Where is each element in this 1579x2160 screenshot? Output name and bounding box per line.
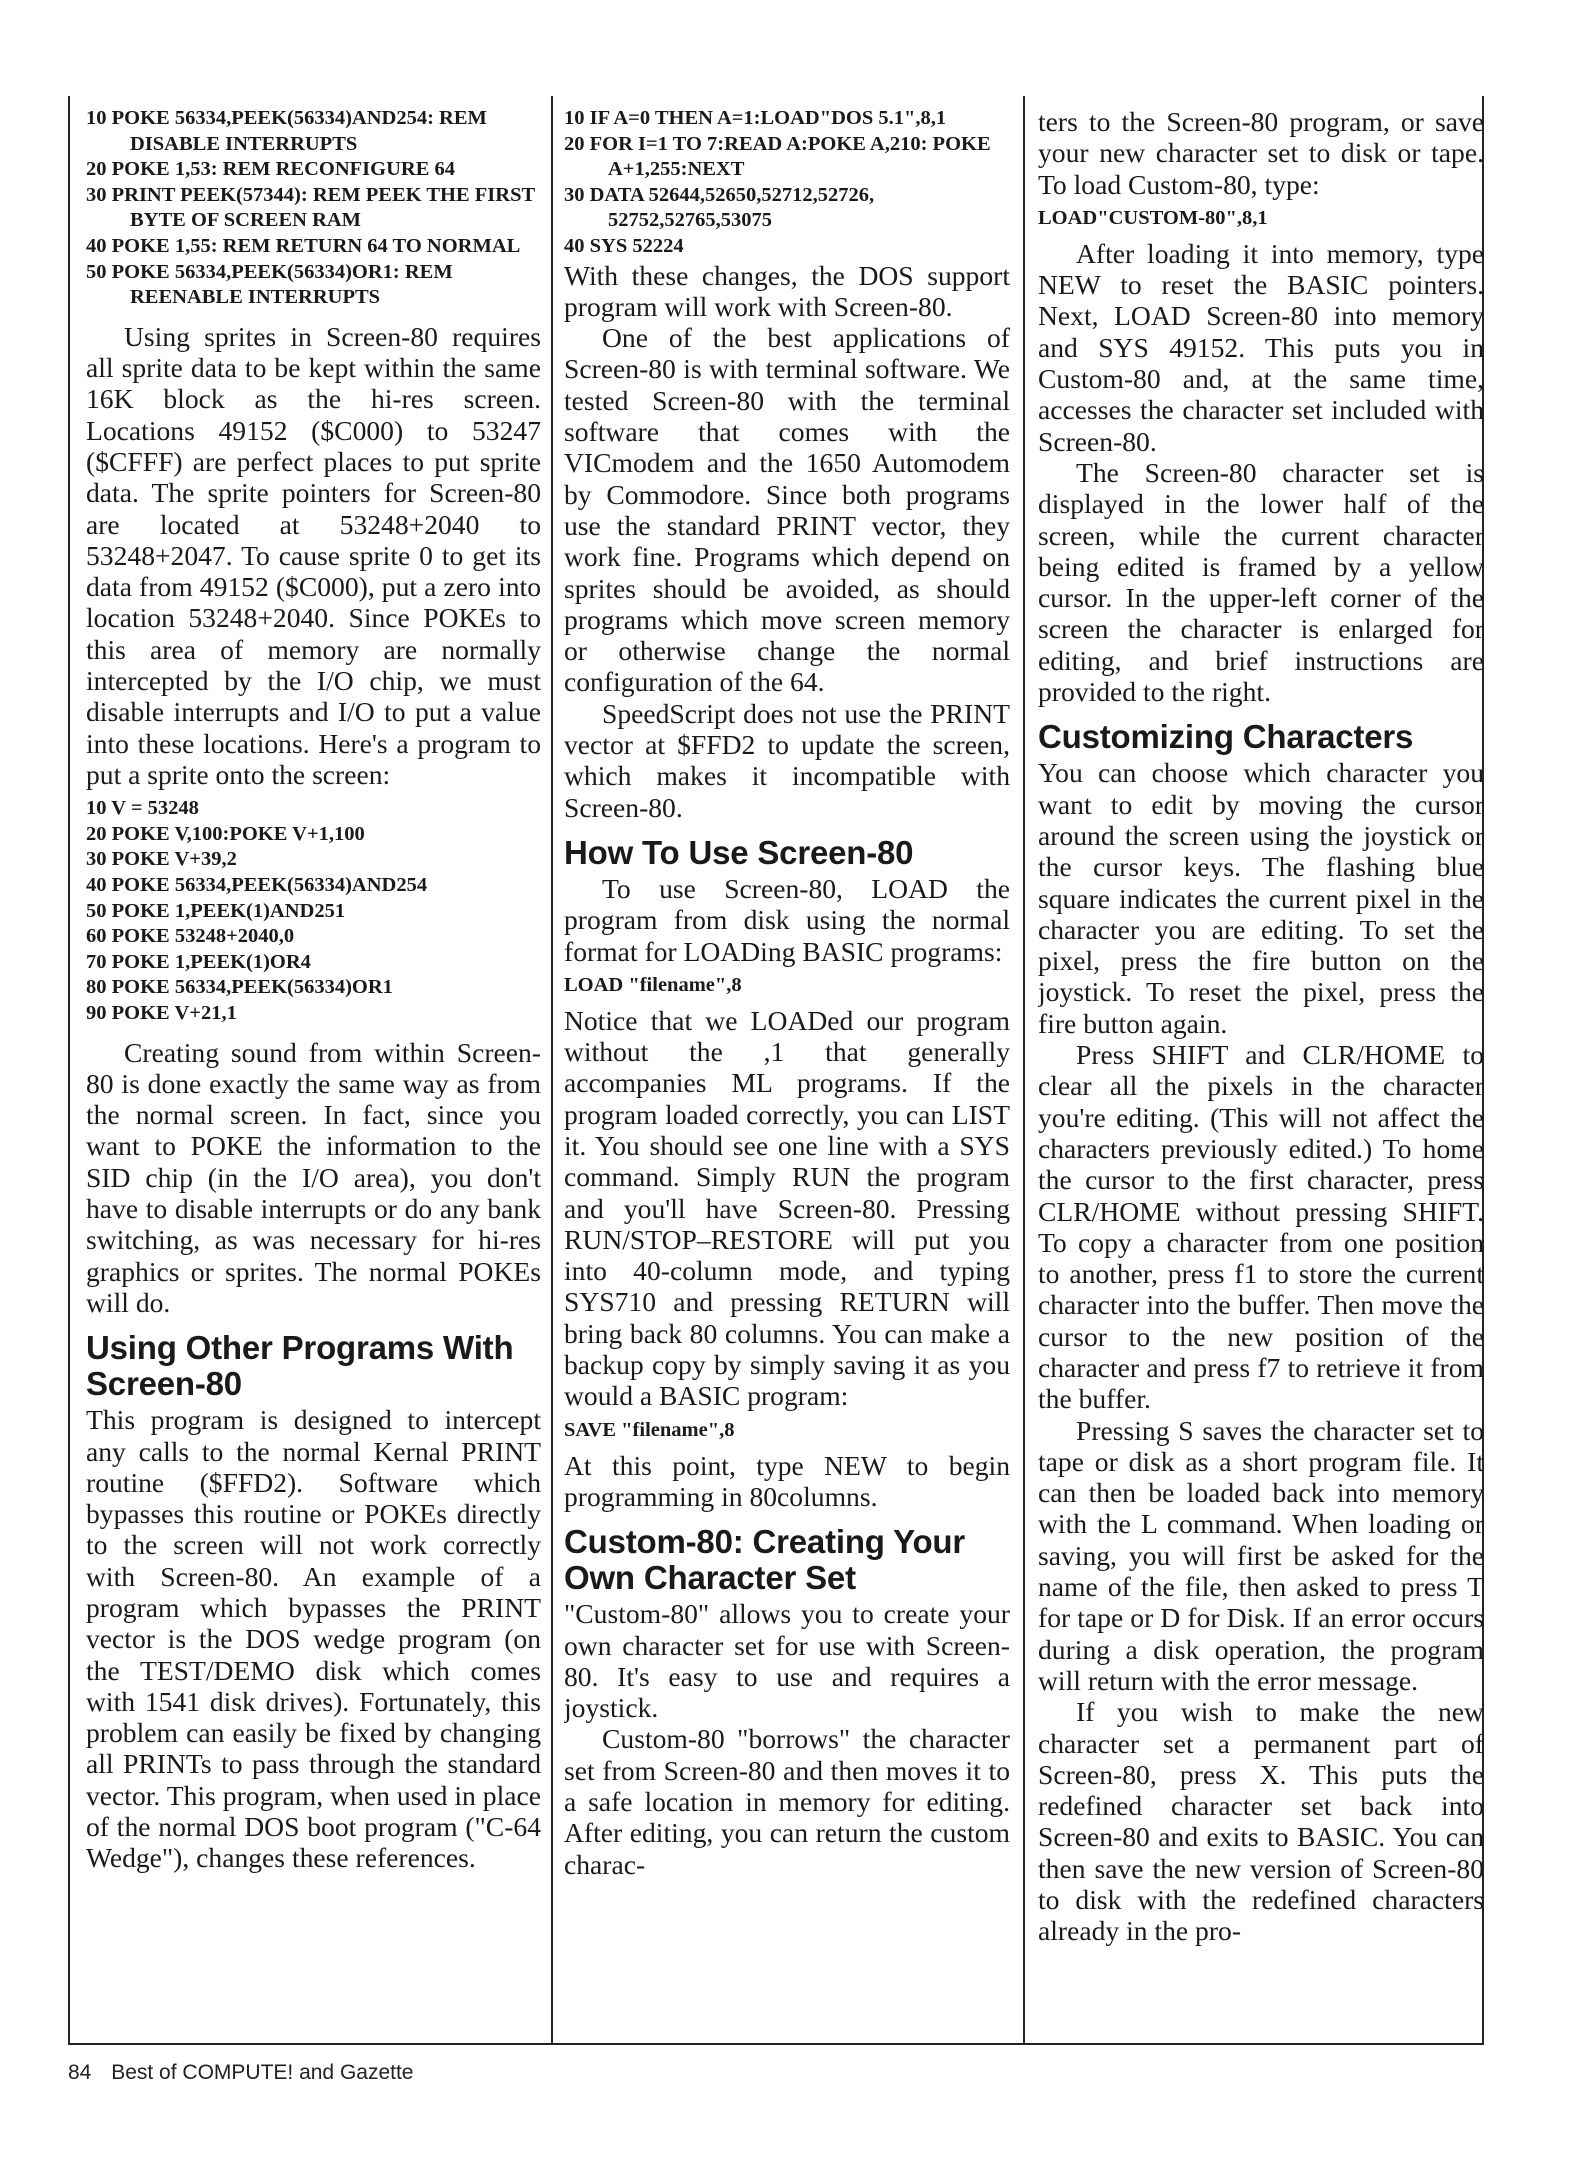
column-rule-right — [1023, 96, 1025, 2043]
code-line: 40 POKE 1,55: REM RETURN 64 TO NORMAL — [86, 234, 521, 257]
code-listing-interrupts — [86, 106, 541, 311]
code-listing-dos — [564, 106, 1010, 260]
paragraph: Custom-80 "borrows" the character set from Screen-80 and then moves it to a safe location in memory for editing. After editing, you can return the custom charac- — [564, 1723, 1010, 1880]
paragraph: This program is designed to intercept any calls to the normal Kernal PRINT routine ($FFD2). Software which bypasses this routine or POKEs directly to the screen will not work correctly with Screen-80. An example of a program which bypasses the PRINT vector is the DOS wedge program (on the TEST/DEMO disk which comes with 1541 disk drives). Fortunately, this problem can easily be fixed by changing all PRINTs to pass through the standard vector. This program, when used in place of the normal DOS boot program ("C-64 Wedge"), changes these references. — [86, 1404, 541, 1874]
paragraph: One of the best applications of Screen-80 is with terminal software. We tested Screen-80 with the terminal software that comes with the VICmodem and the 1650 Automodem by Commodore. Since both programs use the standard PRINT vector, they work fine. Programs which depend on sprites should be avoided, as should programs which move screen memory or otherwise change the normal configuration of the 64. — [564, 322, 1010, 698]
paragraph: Using sprites in Screen-80 requires all sprite data to be kept within the same 16K block as the hi-res screen. Locations 49152 ($C000) to 53247 ($CFFF) are perfect places to put sprite data. The sprite pointers for Screen-80 are located at 53248+2040 to 53248+2047. To cause sprite 0 to get its data from 49152 ($C000), put a zero into location 53248+2040. Since POKEs to this area of memory are normally intercepted by the I/O chip, we must disable interrupts and I/O to put a value into these locations. Here's a program to put a sprite onto the screen: — [86, 320, 541, 790]
column-3 — [1038, 106, 1484, 2036]
section-heading: Customizing Characters — [1038, 718, 1414, 756]
code-line: 30 DATA 52644,52650,52712,52726, 52752,52765,53075 — [564, 183, 880, 232]
code-line: 40 POKE 56334,PEEK(56334)AND254 — [86, 873, 428, 896]
paragraph: To use Screen-80, LOAD the program from disk using the normal format for LOADing BASIC programs: — [564, 872, 1010, 967]
paragraph: The Screen-80 character set is displayed in the lower half of the screen, while the current character being edited is framed by a yellow cursor. In the upper-left corner of the screen the character is enlarged for editing, and brief instructions are provided to the right. — [1038, 456, 1484, 708]
paragraph: After loading it into memory, type NEW to reset the BASIC pointers. Next, LOAD Screen-80 into memory and SYS 49152. This puts you in Custom-80 and, at the same time, accesses the character set included with Screen-80. — [1038, 237, 1484, 457]
code-line: 70 POKE 1,PEEK(1)OR4 — [86, 950, 311, 973]
paragraph: "Custom-80" allows you to create your own character set for use with Screen-80. It's easy to use and requires a joystick. — [564, 1598, 1010, 1724]
code-line: 50 POKE 56334,PEEK(56334)OR1: REM REENABLE INTERRUPTS — [86, 260, 458, 309]
code-line: 20 POKE 1,53: REM RECONFIGURE 64 — [86, 158, 455, 181]
code-line: 10 V = 53248 — [86, 797, 199, 820]
paragraph: Press SHIFT and CLR/HOME to clear all the pixels in the character you're editing. (This will not affect the characters previously edited.) To home the cursor to the first character, press CLR/HOME without pressing SHIFT. To copy a character from one position to another, press f1 to store the current character into the buffer. Then move the cursor to the new position of the character and press f7 to retrieve it from the buffer. — [1038, 1039, 1484, 1415]
code-line: 20 POKE V,100:POKE V+1,100 — [86, 822, 365, 845]
code-line: 30 PRINT PEEK(57344): REM PEEK THE FIRST BYTE OF SCREEN RAM — [86, 183, 540, 232]
code-line: 50 POKE 1,PEEK(1)AND251 — [86, 899, 346, 922]
paragraph: SpeedScript does not use the PRINT vector at $FFD2 to update the screen, which makes it incompatible with Screen-80. — [564, 697, 1010, 823]
page-footer — [68, 2061, 414, 2085]
column-1 — [86, 106, 541, 2036]
paragraph: Notice that we LOADed our program without the ,1 that generally accompanies ML programs. If the program loaded correctly, you can LIST it. You should see one line with a SYS command. Simply RUN the program and you'll have Screen-80. Pressing RUN/STOP–RESTORE will put you into 40-column mode, and typing SYS710 and pressing RETURN will bring back 80 columns. You can make a backup copy by simply saving it as you would a BASIC program: — [564, 1004, 1010, 1412]
command-line: SAVE "filename",8 — [564, 1418, 735, 1441]
paragraph: At this point, type NEW to begin programming in 80columns. — [564, 1449, 1010, 1512]
command-line: LOAD "filename",8 — [564, 973, 742, 996]
paragraph: Pressing S saves the character set to tape or disk as a short program file. It can then be loaded back into memory with the L command. When loading or saving, you will first be asked for the name of the file, then asked to press T for tape or D for Disk. If an error occurs during a disk operation, the program will return with the error message. — [1038, 1414, 1484, 1696]
command-line: LOAD"CUSTOM-80",8,1 — [1038, 206, 1268, 229]
paragraph: You can choose which character you want to edit by moving the cursor around the screen using the joystick or the cursor keys. The flashing blue square indicates the current pixel in the character you are editing. To set the pixel, press the fire button on the joystick. To reset the pixel, press the fire button again. — [1038, 757, 1484, 1039]
code-line: 40 SYS 52224 — [564, 234, 684, 257]
paragraph: ters to the Screen-80 program, or save your new character set to disk or tape. To load Custom-80, type: — [1038, 106, 1484, 200]
code-line: 20 FOR I=1 TO 7:READ A:POKE A,210: POKE A+1,255:NEXT — [564, 132, 995, 181]
code-line: 30 POKE V+39,2 — [86, 848, 237, 871]
code-listing-sprite — [86, 796, 541, 1026]
paragraph: If you wish to make the new character set a permanent part of Screen-80, press X. This puts the redefined character set back into Screen-80 and exits to BASIC. You can then save the new version of Screen-80 to disk with the redefined characters already in the pro- — [1038, 1696, 1484, 1947]
code-line: 60 POKE 53248+2040,0 — [86, 925, 295, 948]
page-number: 84 — [68, 2061, 92, 2084]
section-heading: Using Other Programs With Screen-80 — [86, 1329, 514, 1403]
code-line: 90 POKE V+21,1 — [86, 1001, 237, 1024]
column-rule-left — [551, 96, 553, 2043]
code-line: 10 IF A=0 THEN A=1:LOAD"DOS 5.1",8,1 — [564, 107, 947, 129]
publication-title: Best of COMPUTE! and Gazette — [111, 2061, 414, 2084]
section-heading: How To Use Screen-80 — [564, 833, 914, 871]
code-line: 10 POKE 56334,PEEK(56334)AND254: REM DISABLE INTERRUPTS — [86, 107, 492, 155]
paragraph: Creating sound from within Screen-80 is done exactly the same way as from the normal screen. In fact, since you want to POKE the information to the SID chip (in the I/O area), you don't have to disable interrupts or do any bank switching, as was necessary for hi-res graphics or sprites. The normal POKEs will do. — [86, 1036, 541, 1318]
paragraph: With these changes, the DOS support program will work with Screen-80. — [564, 259, 1010, 322]
code-line: 80 POKE 56334,PEEK(56334)OR1 — [86, 976, 393, 999]
section-heading: Custom-80: Creating Your Own Character Set — [564, 1523, 966, 1597]
column-2 — [564, 106, 1010, 2036]
